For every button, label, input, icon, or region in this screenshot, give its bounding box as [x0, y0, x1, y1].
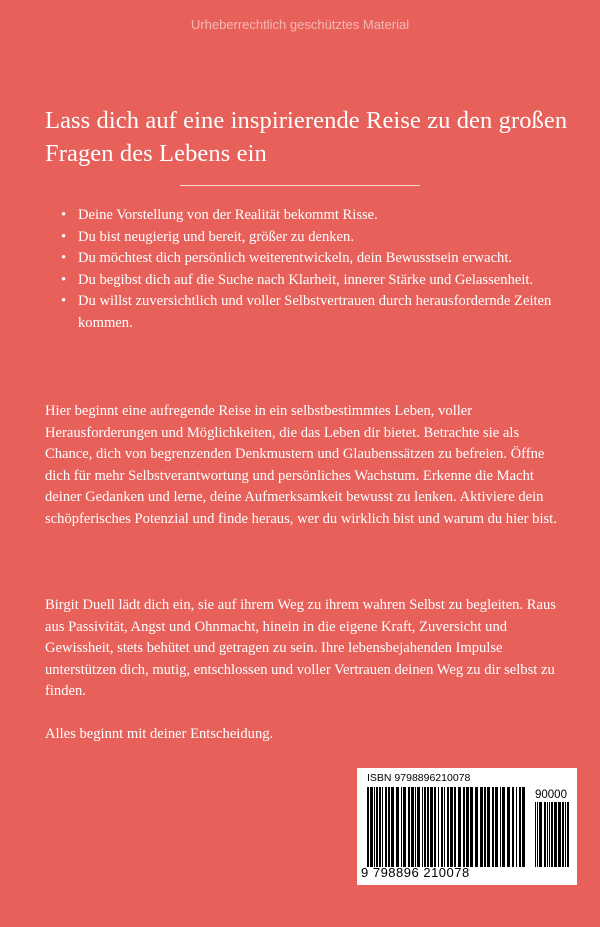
barcode-bar	[374, 787, 375, 867]
barcode-bar	[562, 802, 564, 867]
intro-paragraph: Hier beginnt eine aufregende Reise in ein selbstbestimmtes Leben, voller Herausforderungen und Möglichkeiten, die das Leben dir bietet. Betrachte sie als Chance, dich von begrenzenden Denkmustern und Glaubenssätzen zu befreien. Öffne dich für mehr Selbstverantwortung und persönliches Wachstum. Erkenne die Macht deiner Gedanken und lerne, deine Aufmerksamkeit bewusst zu lenken. Aktiviere dein schöpferisches Potenzial und finde heraus, wer du wirklich bist und warum du hier bist.	[45, 403, 557, 527]
barcode-bar	[475, 787, 478, 867]
barcode-bar	[492, 787, 494, 867]
barcode-bar	[466, 787, 469, 867]
barcode-bar	[537, 802, 538, 867]
barcode-bar	[487, 787, 490, 867]
isbn-barcode	[357, 768, 577, 885]
barcode-bar	[470, 787, 473, 867]
bullet-icon: •	[61, 207, 67, 223]
barcode-bar	[558, 802, 561, 867]
list-item: • Du willst zuversichtlich und voller Selbstvertrauen durch herausfordernde Zeiten kommen.	[61, 293, 552, 331]
bullet-icon: •	[61, 228, 67, 245]
barcode-bar	[376, 787, 378, 867]
barcode-bar	[415, 787, 416, 867]
barcode-bar	[500, 787, 501, 867]
barcode-bar	[535, 802, 536, 867]
barcode-bar	[424, 787, 426, 867]
barcode-bar	[502, 787, 505, 867]
barcode-bar	[396, 787, 399, 867]
barcode-bar	[391, 787, 394, 867]
barcode-bar	[447, 787, 449, 867]
list-item: • Deine Vorstellung von der Realität bekommt Risse.	[45, 205, 555, 226]
price-addon-code: 90000	[535, 789, 567, 801]
barcode-bar	[480, 787, 483, 867]
barcode-bar	[411, 787, 414, 867]
barcode-bar	[367, 787, 369, 867]
barcode-bar	[422, 787, 423, 867]
barcode-bar	[454, 787, 456, 867]
barcode-bar	[463, 787, 465, 867]
barcode-bar	[519, 787, 521, 867]
barcode-bar	[379, 787, 381, 867]
barcode-bar	[401, 787, 402, 867]
barcode-bar	[370, 787, 373, 867]
list-item: • Du möchtest dich persönlich weiterentwickeln, dein Bewusstsein erwacht.	[45, 248, 555, 269]
barcode-bar	[450, 787, 453, 867]
barcode-bar	[551, 802, 553, 867]
barcode-bar	[385, 787, 387, 867]
barcode-bar	[458, 787, 461, 867]
barcode-bar	[554, 802, 557, 867]
barcode-bar	[549, 802, 550, 867]
bullet-icon: •	[61, 271, 67, 288]
barcode-bar	[567, 802, 569, 867]
barcode-digits: 9 798896 210078	[361, 865, 470, 880]
closing-line: Alles beginnt mit deiner Entscheidung.	[45, 726, 274, 742]
bullet-list	[45, 205, 555, 334]
barcode-bar	[388, 787, 390, 867]
barcode-bar	[438, 787, 439, 867]
list-item: • Du bist neugierig und bereit, größer zu denken.	[45, 227, 555, 248]
barcode-bar	[430, 787, 433, 867]
barcode-bar	[507, 787, 510, 867]
barcode-bar	[444, 787, 445, 867]
barcode-bar	[434, 787, 436, 867]
barcode-bar	[408, 787, 410, 867]
barcode-bar	[495, 787, 498, 867]
divider-line	[180, 185, 420, 186]
list-item: • Du begibst dich auf die Suche nach Klarheit, innerer Stärke und Gelassenheit.	[45, 270, 555, 291]
barcode-bar	[417, 787, 420, 867]
copyright-watermark-top: Urheberrechtlich geschütztes Material	[190, 17, 410, 32]
barcode-bar	[547, 802, 548, 867]
barcode-bar	[539, 802, 542, 867]
barcode-bar	[544, 802, 546, 867]
bullet-icon: •	[61, 250, 67, 267]
barcode-bar	[403, 787, 406, 867]
barcode-bars	[367, 787, 525, 867]
barcode-bar	[484, 787, 486, 867]
isbn-label: ISBN 9798896210078	[367, 772, 471, 784]
barcode-bar	[427, 787, 429, 867]
barcode-bar	[522, 787, 525, 867]
back-cover-headline: Lass dich auf eine inspirierende Reise zu den großen Fragen des Lebens ein	[45, 107, 568, 167]
barcode-bar	[565, 802, 566, 867]
bullet-icon: •	[61, 293, 67, 310]
barcode-bar	[382, 787, 383, 867]
barcode-bar	[441, 787, 443, 867]
addon-barcode-bars	[535, 802, 571, 867]
author-paragraph: Birgit Duell lädt dich ein, sie auf ihrem Weg zu ihrem wahren Selbst zu begleiten. Raus aus Passivität, Angst und Ohnmacht, hinein in die eigene Kraft, Zuversicht und Gewissheit, stets behütet und getragen zu sein. Ihre lebensbejahenden Impulse unterstützen dich, mutig, entschlossen und voller Vertrauen deinen Weg zu dir selbst zu finden.	[45, 597, 556, 699]
barcode-bar	[516, 787, 517, 867]
barcode-bar	[512, 787, 514, 867]
